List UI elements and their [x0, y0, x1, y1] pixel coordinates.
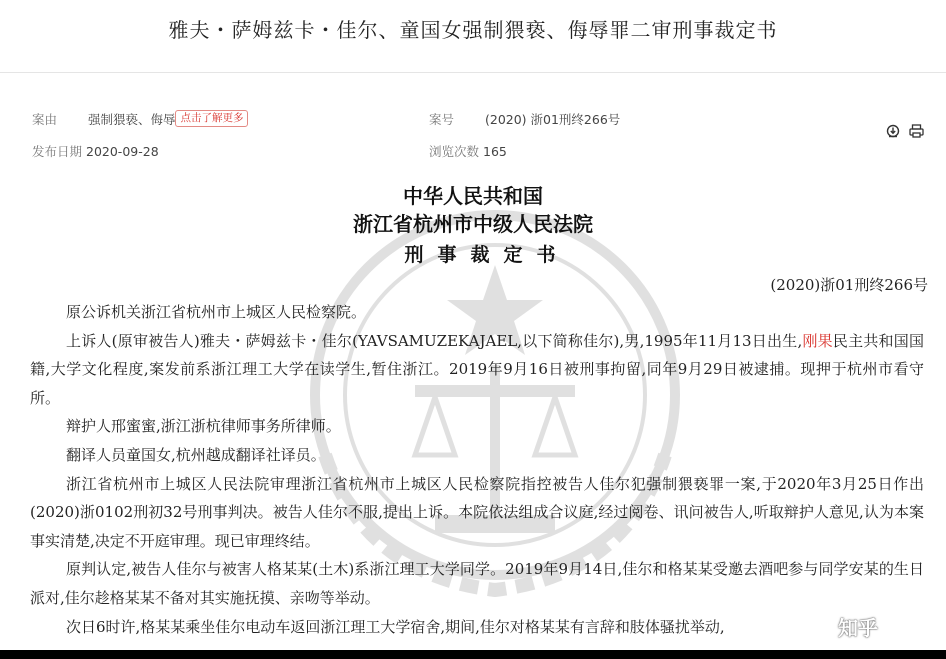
print-icon[interactable] [909, 123, 924, 142]
views-value: 165 [483, 144, 507, 159]
zhihu-watermark: 知乎 [838, 612, 897, 641]
case-number-label: 案号 [429, 112, 455, 127]
heading-country: 中华人民共和国 [403, 184, 543, 208]
document-case-number: (2020)浙01刑终266号 [770, 276, 928, 294]
appellant-text-a: 上诉人(原审被告人)雅夫・萨姆兹卡・佳尔(YAVSAMUZEKAJAEL,以下简称佳尔),男,1995年11月13日出生, [66, 331, 803, 350]
views-label: 浏览次数 [429, 144, 480, 159]
paragraph-translator: 翻译人员童国女,杭州越成翻译社译员。 [66, 445, 326, 464]
publish-date-row [32, 142, 159, 160]
page-header [0, 0, 946, 73]
paragraph-next-day: 次日6时许,格某某乘坐佳尔电动车返回浙江理工大学宿舍,期间,佳尔对格某某有言辞和肢体骚扰举动, [66, 617, 725, 636]
paragraph-findings: 原判认定,被告人佳尔与被害人格某某(土木)系浙江理工大学同学。2019年9月14日,佳尔和格某某受邀去酒吧参与同学安某的生日派对,佳尔趁格某某不备对其实施抚摸、亲吻等举动。 [30, 560, 924, 607]
paragraph-appellant [30, 327, 924, 413]
publish-date-value: 2020-09-28 [86, 144, 159, 159]
case-number-row [429, 110, 620, 128]
publish-date-label: 发布日期 [32, 144, 83, 159]
learn-more-badge[interactable]: 点击了解更多 [175, 110, 248, 127]
document-body [30, 298, 924, 641]
heading-doc-type: 刑事裁定书 [404, 244, 570, 266]
bottom-edge-bar [0, 650, 946, 659]
paragraph-defender: 辩护人邢蜜蜜,浙江浙杭律师事务所律师。 [66, 417, 341, 436]
document-toolbar [886, 123, 928, 142]
paragraph-prosecutor: 原公诉机关浙江省杭州市上城区人民检察院。 [66, 303, 367, 321]
appellant-text-b: 民主共和国国籍,大学文化程度,案发前系浙江理工大学在读学生,暂住浙江。2019年9月16日被刑事拘留,同年9月29日被逮捕。现押于杭州市看守所。 [30, 331, 924, 407]
page-title: 雅夫・萨姆兹卡・佳尔、童国女强制猥亵、侮辱罪二审刑事裁定书 [168, 18, 778, 42]
views-row [429, 142, 507, 160]
highlighted-term: 刚果 [802, 331, 833, 350]
download-icon[interactable] [886, 123, 905, 142]
case-number-value: (2020) 浙01刑终266号 [484, 112, 621, 127]
case-reason-label: 案由 [32, 112, 58, 127]
case-reason-row [32, 110, 248, 130]
case-reason-value: 强制猥亵、侮辱 [87, 112, 176, 127]
heading-court: 浙江省杭州市中级人民法院 [353, 212, 593, 236]
paragraph-procedure: 浙江省杭州市上城区人民法院审理浙江省杭州市上城区人民检察院指控被告人佳尔犯强制猥亵罪一案,于2020年3月25日作出(2020)浙0102刑初32号刑事判决。被告人佳尔不服,提出上诉。本院依法组成合议庭,经过阅卷、讯问被告人,听取辩护人意见,认为本案事实清楚,决定不开庭审理。现已审理终结。 [30, 474, 924, 550]
